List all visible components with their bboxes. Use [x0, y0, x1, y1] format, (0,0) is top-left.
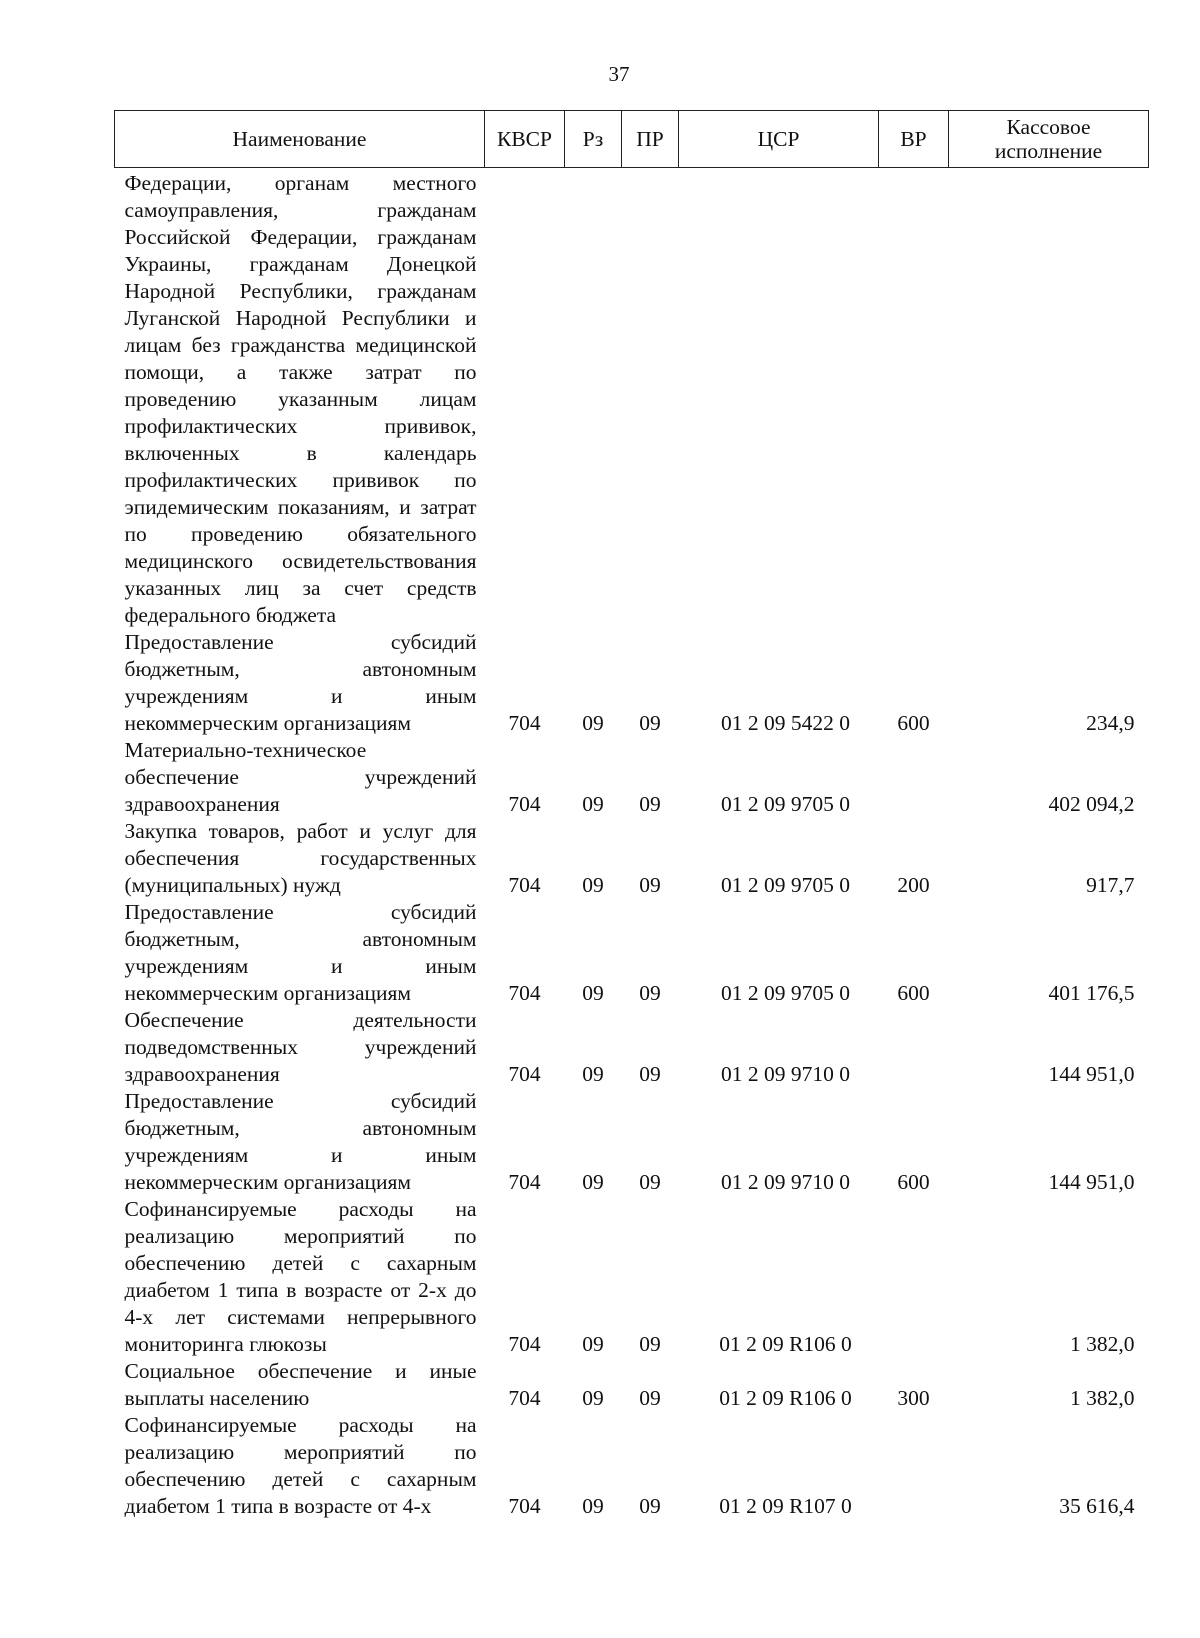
- row-csr: 01 2 09 R106 0: [719, 1332, 852, 1356]
- row-vr: 200: [897, 873, 930, 897]
- table-header: [115, 111, 1149, 168]
- row-amount: 917,7: [1086, 873, 1135, 897]
- row-kvsr: 704: [508, 1332, 541, 1356]
- row-kvsr: 704: [508, 711, 541, 735]
- row-amount: 144 951,0: [1048, 1062, 1135, 1086]
- table-row: [115, 1412, 1149, 1520]
- table-row: [115, 1088, 1149, 1196]
- header-amount: Кассовое исполнение: [949, 111, 1149, 168]
- row-vr: [879, 168, 949, 630]
- row-name: Софинансируемые расходы на реализацию мероприятий по обеспечению детей с сахарным диабетом 1 типа в возрасте от 2-х до 4-х лет системами непрерывного мониторинга глюкозы: [124, 1197, 477, 1356]
- table-row: [115, 1358, 1149, 1412]
- row-rz: 09: [582, 792, 604, 816]
- page-number: 37: [608, 62, 630, 86]
- table-row: [115, 629, 1149, 737]
- row-amount: 144 951,0: [1048, 1170, 1135, 1194]
- row-csr: 01 2 09 9705 0: [721, 981, 850, 1005]
- row-rz: 09: [582, 1494, 604, 1518]
- row-name: Федерации, органам местного самоуправления, гражданам Российской Федерации, гражданам Украины, гражданам Донецкой Народной Республики, гражданам Луганской Народной Республики и лицам без гражданства медицинской помощи, а также затрат по проведению указанным лицам профилактических прививок, включенных в календарь профилактических прививок по эпидемическим показаниям, и затрат по проведению обязательного медицинского освидетельствования указанных лиц за счет средств федерального бюджета: [124, 171, 477, 627]
- row-amount: 35 616,4: [1059, 1494, 1135, 1518]
- row-csr: [679, 168, 879, 630]
- row-amount: 402 094,2: [1048, 792, 1135, 816]
- row-rz: 09: [582, 873, 604, 897]
- row-kvsr: 704: [508, 792, 541, 816]
- row-vr: 600: [897, 1170, 930, 1194]
- row-pr: 09: [639, 873, 661, 897]
- row-pr: 09: [639, 711, 661, 735]
- row-name: Закупка товаров, работ и услуг для обеспечения государственных (муниципальных) нужд: [124, 819, 477, 897]
- row-pr: 09: [639, 1386, 661, 1410]
- row-pr: [622, 168, 679, 630]
- row-csr: 01 2 09 5422 0: [721, 711, 850, 735]
- row-name: Обеспечение деятельности подведомственных учреждений здравоохранения: [124, 1008, 477, 1086]
- table-row: [115, 1007, 1149, 1088]
- row-name: Предоставление субсидий бюджетным, автономным учреждениям и иным некоммерческим организациям: [124, 900, 477, 1005]
- row-kvsr: 704: [508, 1494, 541, 1518]
- row-rz: [565, 168, 622, 630]
- row-vr: [879, 737, 949, 818]
- row-kvsr: 704: [508, 1386, 541, 1410]
- header-name: Наименование: [115, 111, 485, 168]
- row-csr: 01 2 09 9710 0: [721, 1062, 850, 1086]
- table-row: [115, 168, 1149, 630]
- row-amount: [949, 168, 1149, 630]
- row-pr: 09: [639, 1170, 661, 1194]
- header-csr: ЦСР: [679, 111, 879, 168]
- row-pr: 09: [639, 1494, 661, 1518]
- row-kvsr: 704: [508, 981, 541, 1005]
- row-kvsr: 704: [508, 1062, 541, 1086]
- row-csr: 01 2 09 R107 0: [719, 1494, 852, 1518]
- row-vr: 600: [897, 711, 930, 735]
- row-name: Социальное обеспечение и иные выплаты населению: [124, 1359, 477, 1410]
- row-name: Софинансируемые расходы на реализацию мероприятий по обеспечению детей с сахарным диабетом 1 типа в возрасте от 4-х: [124, 1413, 477, 1518]
- row-pr: 09: [639, 981, 661, 1005]
- budget-execution-table: [114, 110, 1149, 1520]
- row-kvsr: 704: [508, 873, 541, 897]
- row-rz: 09: [582, 1332, 604, 1356]
- table-row: [115, 737, 1149, 818]
- row-kvsr: 704: [508, 1170, 541, 1194]
- row-amount: 1 382,0: [1070, 1386, 1135, 1410]
- row-csr: 01 2 09 9705 0: [721, 873, 850, 897]
- row-vr: [879, 1196, 949, 1358]
- row-rz: 09: [582, 1386, 604, 1410]
- row-csr: 01 2 09 9705 0: [721, 792, 850, 816]
- row-rz: 09: [582, 981, 604, 1005]
- header-vr: ВР: [879, 111, 949, 168]
- row-pr: 09: [639, 1332, 661, 1356]
- header-kvsr: КВСР: [485, 111, 565, 168]
- row-pr: 09: [639, 1062, 661, 1086]
- row-vr: [879, 1007, 949, 1088]
- row-vr: 600: [897, 981, 930, 1005]
- row-pr: 09: [639, 792, 661, 816]
- row-name: Предоставление субсидий бюджетным, автономным учреждениям и иным некоммерческим организациям: [124, 630, 477, 735]
- table-body: [115, 168, 1149, 1521]
- table-row: [115, 818, 1149, 899]
- row-name: Материально-техническое обеспечение учреждений здравоохранения: [124, 738, 477, 816]
- row-vr: [879, 1412, 949, 1520]
- row-amount: 234,9: [1086, 711, 1135, 735]
- row-name: Предоставление субсидий бюджетным, автономным учреждениям и иным некоммерческим организациям: [124, 1089, 477, 1194]
- row-rz: 09: [582, 711, 604, 735]
- row-rz: 09: [582, 1170, 604, 1194]
- table-row: [115, 1196, 1149, 1358]
- row-vr: 300: [897, 1386, 930, 1410]
- row-rz: 09: [582, 1062, 604, 1086]
- row-csr: 01 2 09 9710 0: [721, 1170, 850, 1194]
- table-row: [115, 899, 1149, 1007]
- row-kvsr: [485, 168, 565, 630]
- header-rz: Рз: [565, 111, 622, 168]
- row-amount: 1 382,0: [1070, 1332, 1135, 1356]
- row-amount: 401 176,5: [1048, 981, 1135, 1005]
- row-csr: 01 2 09 R106 0: [719, 1386, 852, 1410]
- header-pr: ПР: [622, 111, 679, 168]
